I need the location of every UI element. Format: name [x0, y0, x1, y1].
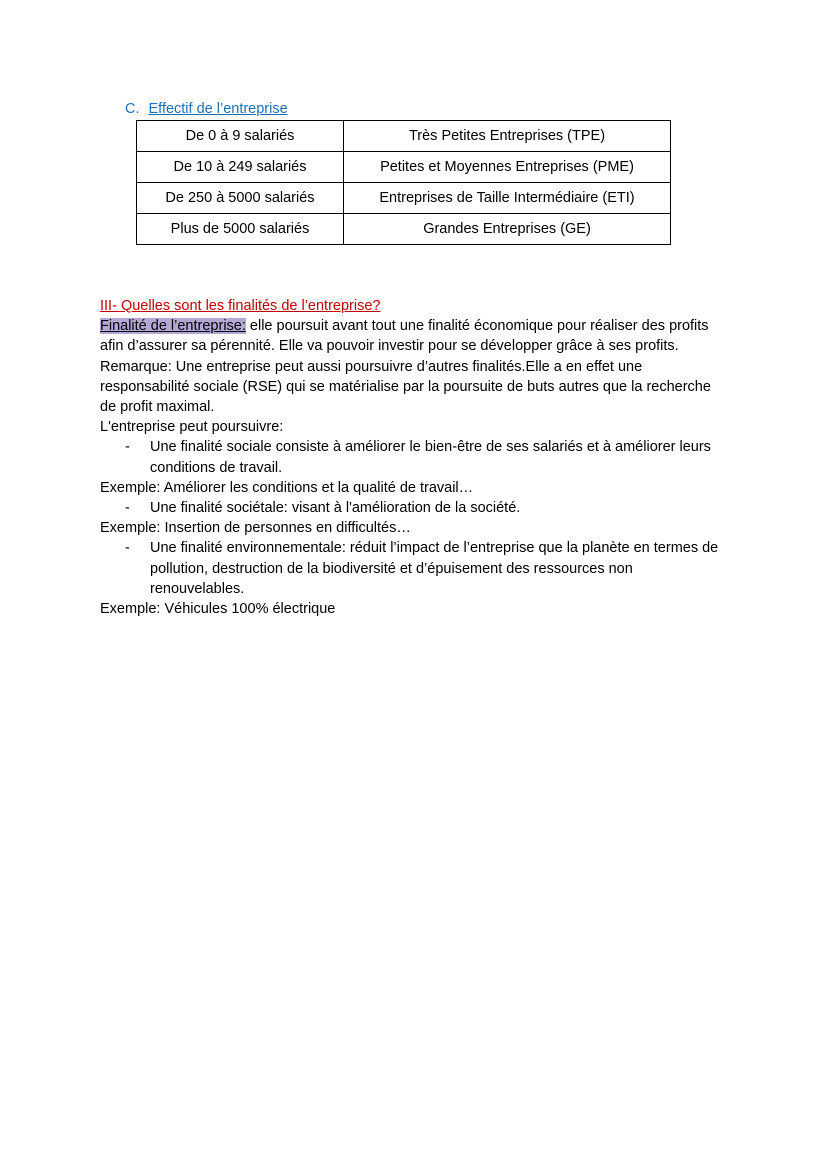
- section-iii-heading[interactable]: III- Quelles sont les finalités de l’entreprise?: [100, 298, 381, 314]
- table-cell-category: Grandes Entreprises (GE): [344, 214, 671, 245]
- list-item: [100, 538, 720, 599]
- table-cell-size: De 250 à 5000 salariés: [137, 183, 344, 214]
- example-line: Exemple: Insertion de personnes en difficultés…: [100, 520, 411, 537]
- remark-paragraph: Remarque: Une entreprise peut aussi poursuivre d’autres finalités.Elle a en effet une responsabilité sociale (RSE) qui se matérialise par la poursuite de buts autres que la recherche de profit maximal.: [100, 358, 711, 416]
- example-line: Exemple: Véhicules 100% électrique: [100, 601, 336, 618]
- section-c-title[interactable]: Effectif de l’entreprise: [148, 101, 288, 117]
- section-iii-body: [100, 296, 720, 619]
- table-cell-size: De 10 à 249 salariés: [137, 152, 344, 183]
- bullet-text: Une finalité sociale consiste à améliorer le bien-être de ses salariés et à améliorer leurs conditions de travail.: [150, 439, 711, 476]
- table-cell-category: Petites et Moyennes Entreprises (PME): [344, 152, 671, 183]
- table-row: [137, 214, 671, 245]
- definition-paragraph: [100, 316, 720, 356]
- bullet-text: Une finalité environnementale: réduit l’impact de l’entreprise que la planète en termes de pollution, destruction de la biodiversité et d’épuisement des ressources non renouvelables.: [150, 540, 719, 597]
- section-c-heading: [125, 100, 288, 118]
- table-cell-category: Entreprises de Taille Intermédiaire (ETI): [344, 183, 671, 214]
- table-row: [137, 121, 671, 152]
- bullet-dash: -: [125, 540, 130, 557]
- table-row: [137, 152, 671, 183]
- example-line: Exemple: Améliorer les conditions et la qualité de travail…: [100, 479, 474, 496]
- table-cell-category: Très Petites Entreprises (TPE): [344, 121, 671, 152]
- bullet-dash: -: [125, 439, 130, 456]
- bullet-dash: -: [125, 500, 130, 517]
- section-c-letter: C.: [125, 101, 140, 117]
- intro-line: L'entreprise peut poursuivre:: [100, 419, 284, 436]
- table-cell-size: Plus de 5000 salariés: [137, 214, 344, 245]
- list-item: [100, 498, 720, 518]
- bullet-text: Une finalité sociétale: visant à l'amélioration de la société.: [150, 500, 521, 517]
- company-size-table: [136, 120, 671, 245]
- definition-text: elle poursuit avant tout une finalité économique pour réaliser des profits afin d’assurer sa pérennité. Elle va pouvoir investir pour se développer grâce à ses profits.: [100, 318, 709, 355]
- definition-term: Finalité de l’entreprise:: [100, 318, 246, 335]
- table-row: [137, 183, 671, 214]
- table-cell-size: De 0 à 9 salariés: [137, 121, 344, 152]
- list-item: [100, 437, 720, 477]
